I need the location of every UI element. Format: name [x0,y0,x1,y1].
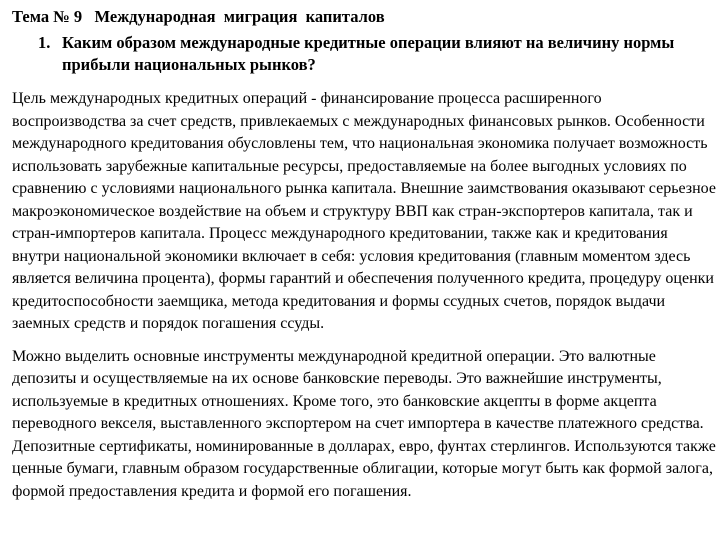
question-text: Каким образом международные кредитные операции влияют на величину нормы прибыли национальных рынков? [62,33,675,74]
document-page [12,6,718,513]
paragraph-credit-operations: Цель международных кредитных операций - финансирование процесса расширенного воспроизводства за счет средств, привлекаемых с международных финансовых рынков. Особенности международного кредитования обусловлены тем, что национальная экономика получает возможность использовать зарубежные капитальные ресурсы, предоставляемые на более выгодных условиях по сравнению с условиями национального рынка капитала. Внешние заимствования оказывают серьезное макроэкономическое воздействие на объем и структуру ВВП как стран-экспортеров капитала, так и стран-импортеров капитала. Процесс международного кредитовании, также как и кредитования внутри национальной экономики включает в себя: условия кредитования (главным моментом здесь является величина процента), формы гарантий и обеспечения полученного кредита, процедуру оценки кредитоспособности заемщика, метода кредитования и формы ссудных счетов, порядок выдачи заемных средств и порядок погашения ссуды. [12,90,716,332]
topic-heading: Тема № 9 Международная миграция капиталов [12,7,385,26]
paragraph-credit-instruments: Можно выделить основные инструменты международной кредитной операции. Это валютные депозиты и осуществляемые на их основе банковские переводы. Это важнейшие инструменты, используемые в кредитных отношениях. Кроме того, это банковские акцепты в форме акцепта переводного векселя, выставленного экспортером на счет импортера в качестве платежного средства. Депозитные сертификаты, номинированные в долларах, евро, фунтах стерлингов. Используются также ценные бумаги, главным образом государственные облигации, которые могут быть как формой залога, формой предоставления кредита и формой его погашения. [12,347,716,500]
question-number: 1. [38,33,51,52]
question-item [38,32,718,76]
